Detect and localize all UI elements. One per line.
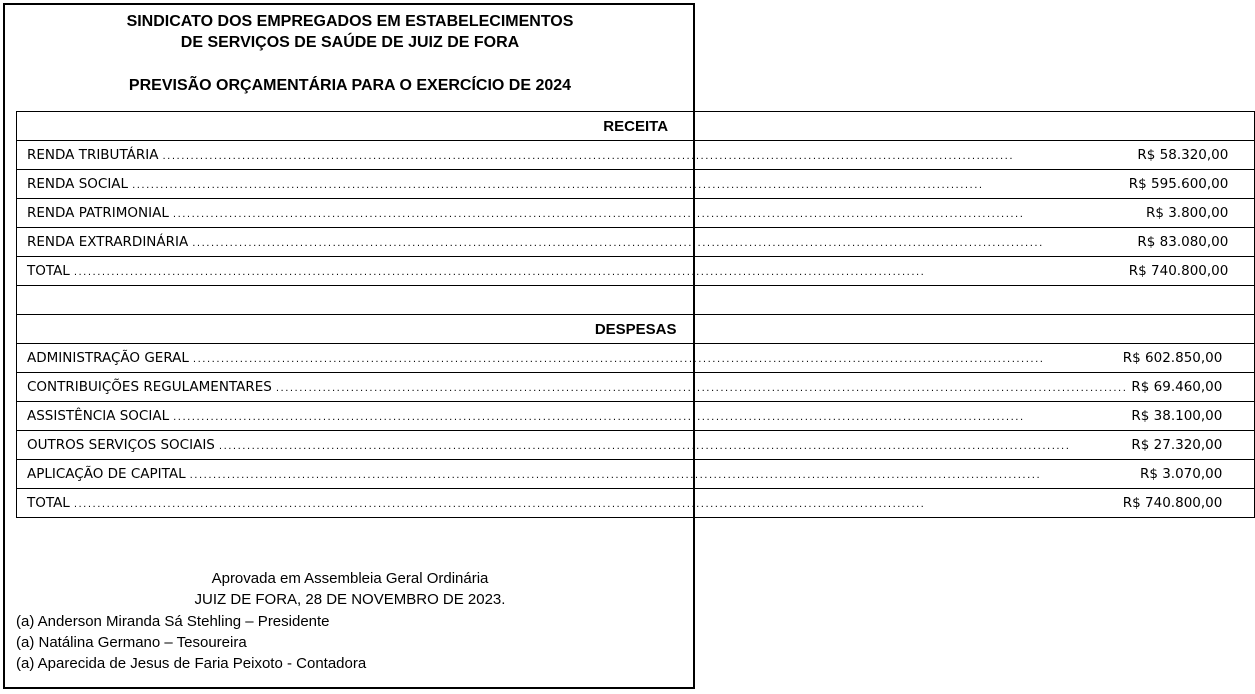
union-name-line1: SINDICATO DOS EMPREGADOS EM ESTABELECIMENTOS: [126, 13, 574, 30]
row-value: R$ 27.320,00: [1131, 437, 1223, 453]
blank-separator: [17, 286, 1255, 315]
spacer-row: [17, 286, 1255, 315]
leader-dots: [276, 383, 1128, 394]
table-row: [17, 228, 1255, 257]
row-label: RENDA TRIBUTÁRIA: [27, 147, 159, 163]
row-label: OUTROS SERVIÇOS SOCIAIS: [27, 437, 215, 453]
approval-note: Aprovada em Assembleia Geral Ordinária: [211, 570, 489, 587]
table-row: [17, 199, 1255, 228]
table-row: [17, 141, 1255, 170]
row-value: R$ 58.320,00: [1137, 147, 1229, 163]
table-row: [17, 460, 1255, 489]
table-row: [17, 170, 1255, 199]
leader-dots: [132, 180, 1125, 191]
union-name-line2: DE SERVIÇOS DE SAÚDE DE JUIZ DE FORA: [180, 34, 520, 51]
row-value: R$ 3.800,00: [1145, 205, 1229, 221]
leader-dots: [173, 209, 1142, 220]
signature-president: (a) Anderson Miranda Sá Stehling – Presidente: [16, 613, 330, 630]
table-row: [17, 344, 1255, 373]
row-label: ASSISTÊNCIA SOCIAL: [27, 408, 170, 424]
leader-dots: [162, 151, 1133, 162]
row-label: ADMINISTRAÇÃO GERAL: [27, 350, 189, 366]
leader-dots: [74, 499, 1119, 510]
row-value: R$ 83.080,00: [1137, 234, 1229, 250]
leader-dots: [190, 470, 1136, 481]
row-value: R$ 740.800,00: [1128, 263, 1229, 279]
row-label: RENDA PATRIMONIAL: [27, 205, 169, 221]
row-value: R$ 740.800,00: [1122, 495, 1223, 511]
row-label: CONTRIBUIÇÕES REGULAMENTARES: [27, 379, 272, 395]
row-value: R$ 3.070,00: [1139, 466, 1223, 482]
row-label: RENDA EXTRARDINÁRIA: [27, 234, 189, 250]
row-value: R$ 602.850,00: [1122, 350, 1223, 366]
row-label: TOTAL: [27, 495, 70, 511]
row-label: TOTAL: [27, 263, 70, 279]
leader-dots: [173, 412, 1127, 423]
budget-table: [16, 111, 1255, 518]
row-label: RENDA SOCIAL: [27, 176, 129, 192]
receita-section: [17, 112, 1255, 286]
despesas-header-row: [17, 315, 1255, 344]
leader-dots: [74, 267, 1125, 278]
receita-title: RECEITA: [17, 112, 1255, 141]
despesas-section: [17, 315, 1255, 518]
row-value: R$ 69.460,00: [1131, 379, 1223, 395]
row-value: R$ 595.600,00: [1128, 176, 1229, 192]
table-row: [17, 373, 1255, 402]
leader-dots: [193, 354, 1119, 365]
signature-accountant: (a) Aparecida de Jesus de Faria Peixoto - Contadora: [16, 655, 367, 672]
table-row-total: [17, 257, 1255, 286]
leader-dots: [219, 441, 1127, 452]
leader-dots: [192, 238, 1133, 249]
table-row: [17, 402, 1255, 431]
place-and-date: JUIZ DE FORA, 28 DE NOVEMBRO DE 2023.: [194, 591, 506, 608]
signature-treasurer: (a) Natálina Germano – Tesoureira: [16, 634, 247, 651]
row-value: R$ 38.100,00: [1131, 408, 1223, 424]
document-title: PREVISÃO ORÇAMENTÁRIA PARA O EXERCÍCIO DE 2024: [128, 77, 572, 94]
table-row-total: [17, 489, 1255, 518]
receita-header-row: [17, 112, 1255, 141]
row-label: APLICAÇÃO DE CAPITAL: [27, 466, 186, 482]
despesas-title: DESPESAS: [17, 315, 1255, 344]
table-row: [17, 431, 1255, 460]
